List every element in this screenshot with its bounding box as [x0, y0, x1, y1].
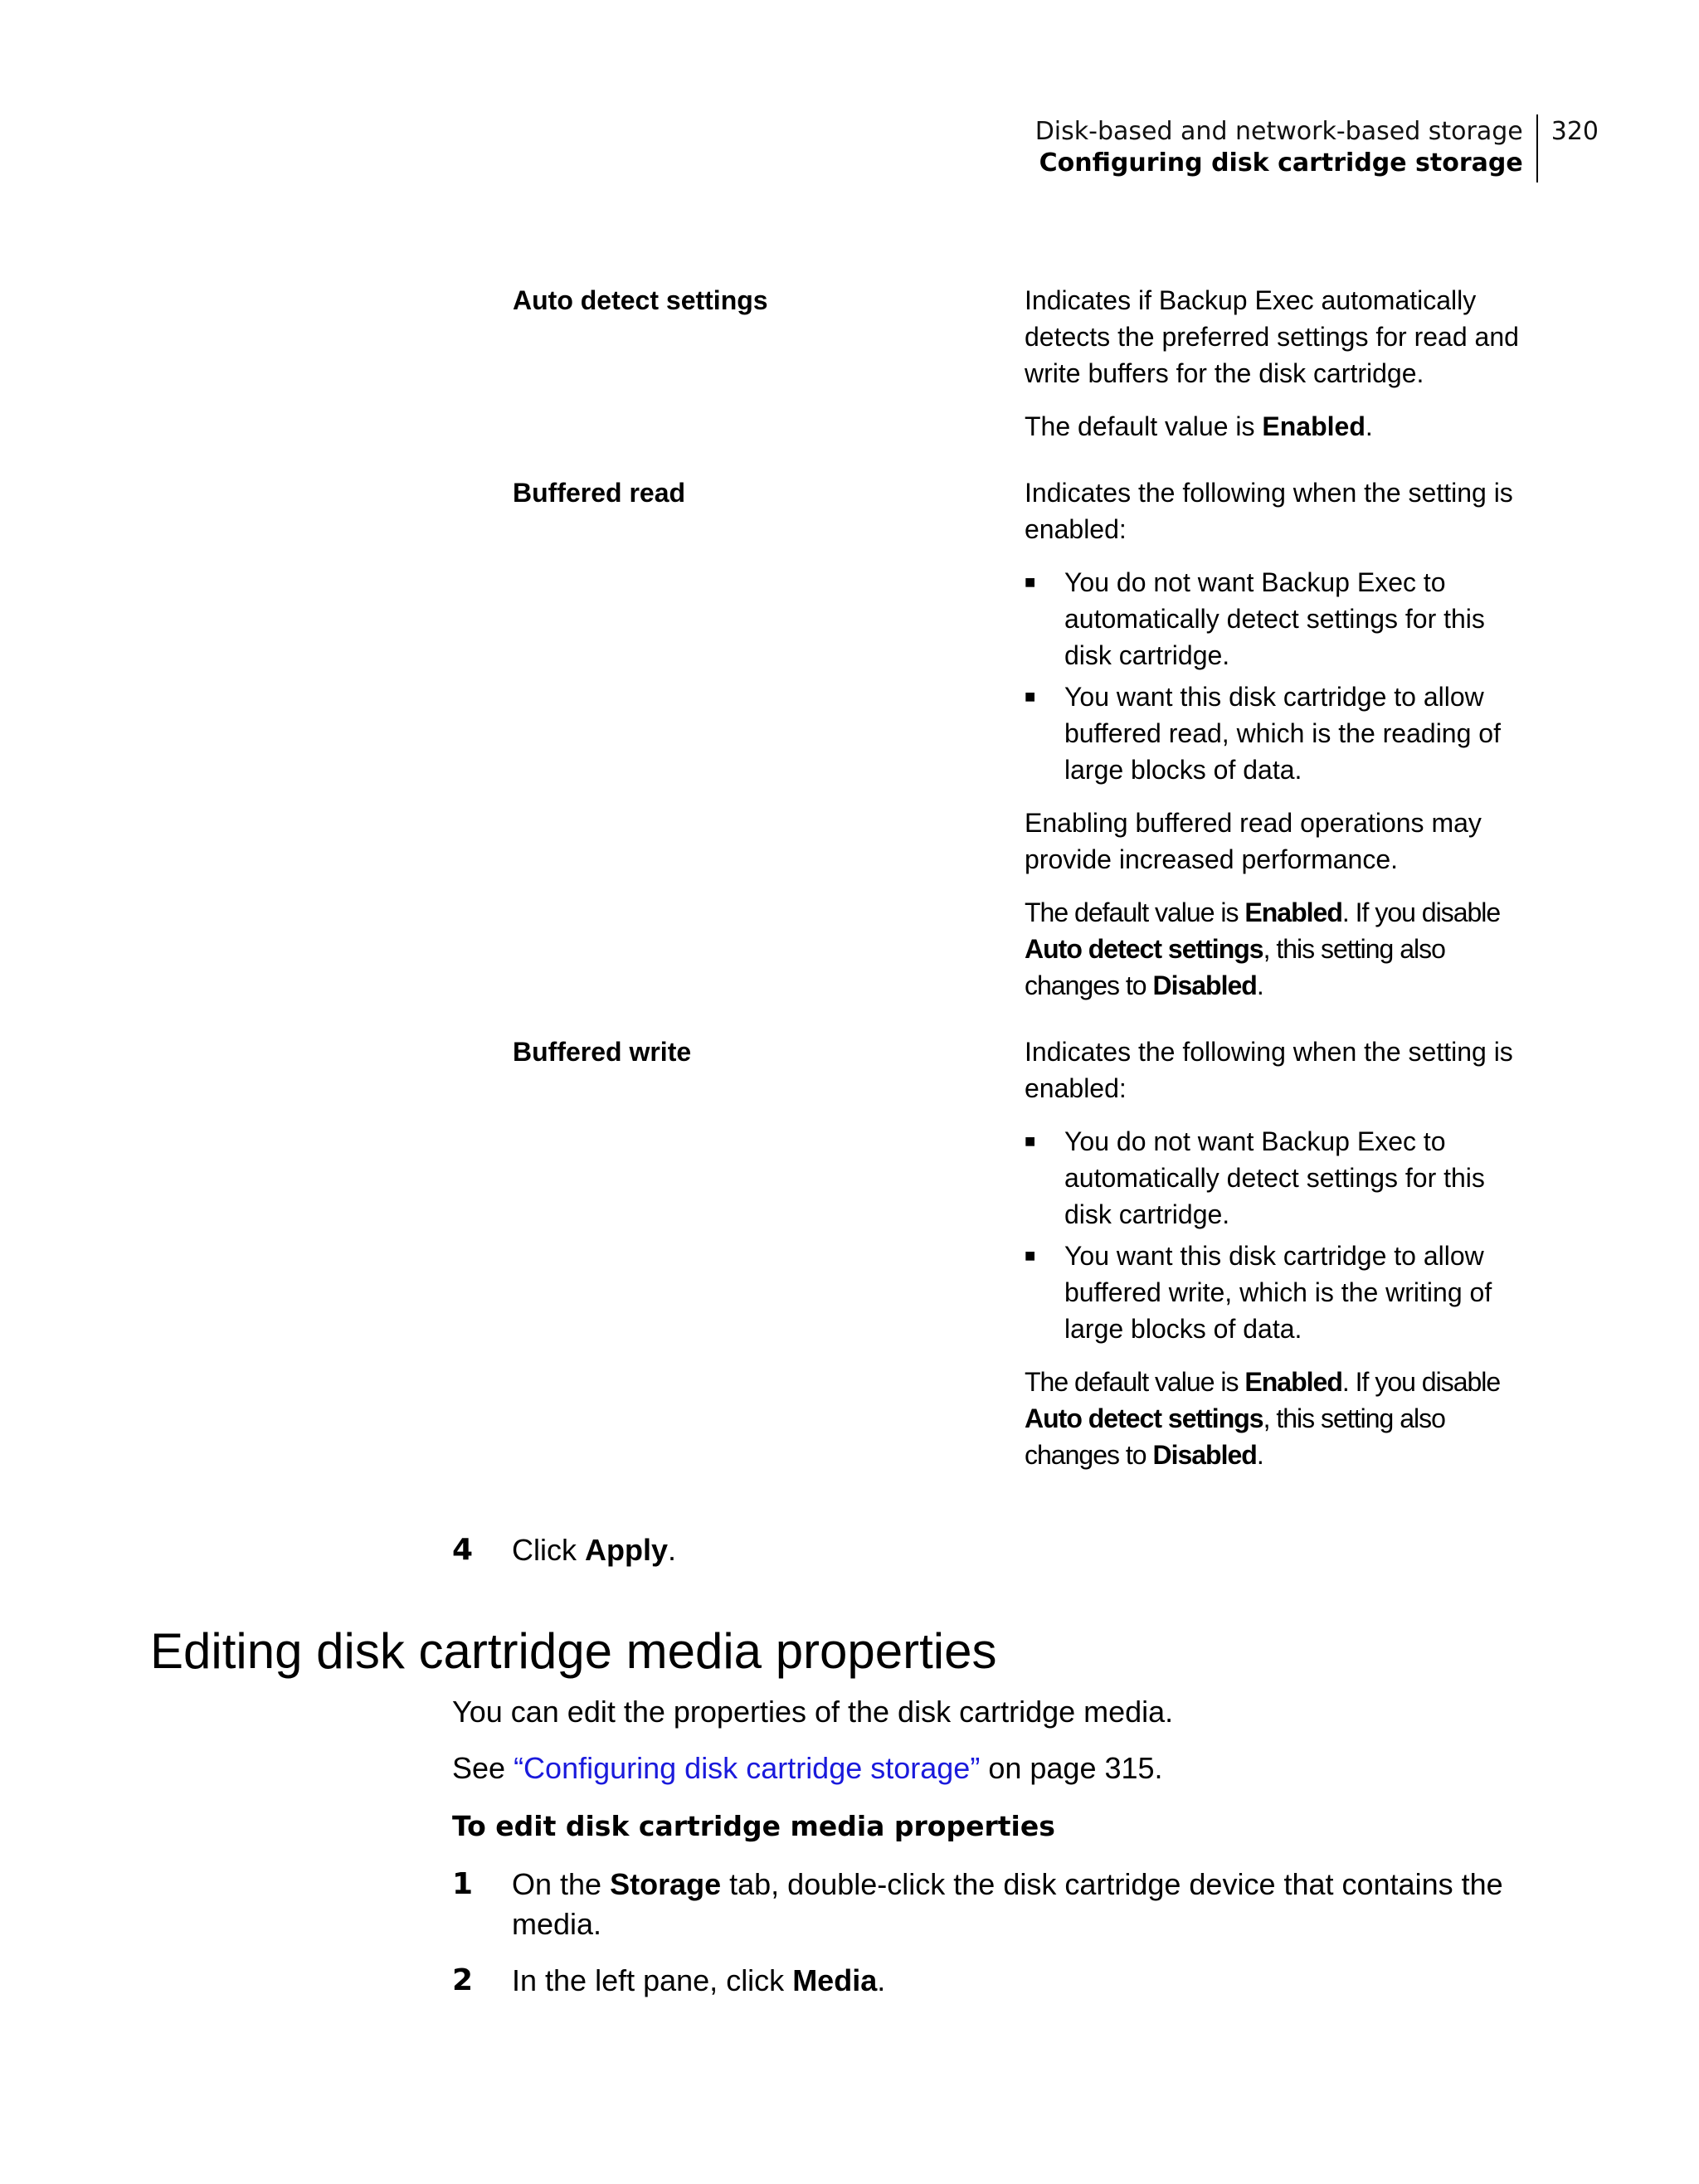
square-bullet-icon: ■: [1025, 1131, 1036, 1151]
page-number: 320: [1551, 117, 1599, 146]
chapter-title: Disk-based and network-based storage: [1034, 117, 1523, 146]
step-text: Click Apply.: [512, 1533, 677, 1567]
bullet-list: [1025, 564, 1522, 788]
setting-desc-text: Indicates the following when the setting is enabled:: [1025, 478, 1513, 544]
setting-desc-text: Indicates the following when the setting is enabled:: [1025, 1037, 1513, 1103]
step-1: [452, 1865, 1532, 1944]
setting-term: Buffered read: [513, 478, 686, 508]
setting-description: [1025, 1034, 1522, 1490]
step-number: 2: [452, 1963, 474, 1997]
setting-default: The default value is Enabled. If you disable Auto detect settings, this setting also changes to Disabled.: [1025, 897, 1501, 1000]
list-item: ■ You want this disk cartridge to allow buffered read, which is the reading of large blocks of data.: [1025, 679, 1522, 788]
setting-default: The default value is Enabled. If you disable Auto detect settings, this setting also changes to Disabled.: [1025, 1367, 1501, 1470]
cross-reference-link[interactable]: “Configuring disk cartridge storage”: [514, 1751, 981, 1785]
list-item: ■ You want this disk cartridge to allow buffered write, which is the writing of large blocks of data.: [1025, 1238, 1522, 1347]
square-bullet-icon: ■: [1025, 1245, 1036, 1266]
step-number: 4: [452, 1533, 474, 1567]
running-header: [1035, 114, 1599, 182]
setting-desc-text: Indicates if Backup Exec automatically detects the preferred settings for read and write buffers for the disk cartridge.: [1025, 285, 1519, 388]
procedure-title: To edit disk cartridge media properties: [452, 1810, 1055, 1842]
settings-row-buffered-read: [513, 474, 1558, 1020]
step-2: [452, 1961, 1532, 2001]
intro-paragraph: You can edit the properties of the disk cartridge media.: [452, 1695, 1174, 1729]
list-item: ■ You do not want Backup Exec to automatically detect settings for this disk cartridge.: [1025, 1123, 1522, 1233]
square-bullet-icon: ■: [1025, 686, 1036, 707]
setting-description: [1025, 474, 1522, 1020]
setting-description: [1025, 282, 1522, 461]
section-heading: Editing disk cartridge media properties: [150, 1623, 997, 1679]
section-title: Configuring disk cartridge storage: [1039, 148, 1523, 178]
setting-default: The default value is Enabled.: [1025, 411, 1373, 441]
see-also-paragraph: See “Configuring disk cartridge storage” on page 315.: [452, 1751, 1163, 1785]
bullet-list: [1025, 1123, 1522, 1347]
header-titles: [1035, 114, 1538, 182]
square-bullet-icon: ■: [1025, 572, 1036, 592]
settings-table: [513, 282, 1558, 1490]
settings-row-buffered-write: [513, 1034, 1558, 1490]
step-text: In the left pane, click Media.: [512, 1963, 886, 1997]
step-number: 1: [452, 1867, 474, 1901]
settings-row-auto-detect: [513, 282, 1558, 461]
setting-term: Buffered write: [513, 1037, 692, 1067]
list-item: ■ You do not want Backup Exec to automatically detect settings for this disk cartridge.: [1025, 564, 1522, 674]
step-text: On the Storage tab, double-click the disk cartridge device that contains the media.: [512, 1867, 1503, 1941]
setting-term: Auto detect settings: [513, 285, 768, 315]
step-4: [452, 1530, 1532, 1570]
setting-desc-text: Enabling buffered read operations may provide increased performance.: [1025, 808, 1482, 874]
